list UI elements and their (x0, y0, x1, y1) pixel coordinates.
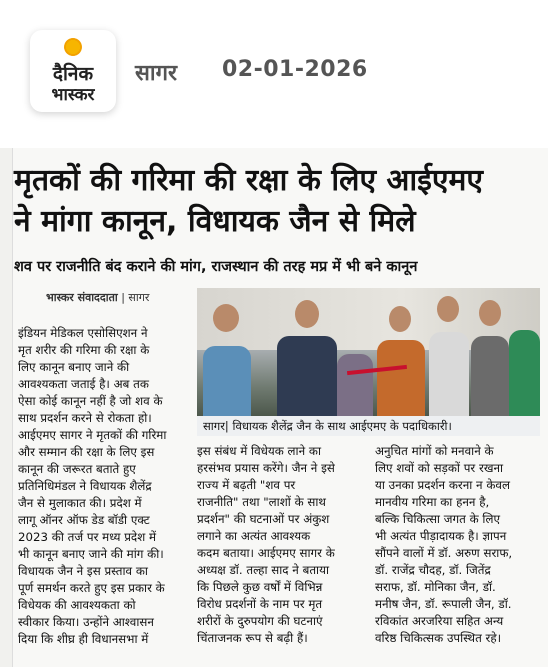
article-text-line: जैन से मुलाकात की। प्रदेश में (18, 496, 142, 510)
sun-icon (64, 38, 82, 56)
edition-date: 02-01-2026 (222, 57, 368, 82)
article-text-line: और सम्मान की रक्षा के लिए इस (18, 445, 155, 459)
article-text-line: प्रदर्शन" की घटनाओं पर अंकुश (197, 512, 330, 526)
article-column-2 (197, 443, 362, 647)
photo-person-head (437, 296, 459, 322)
article-text-line: स्वीकार किया। उन्होंने आश्वासन (18, 615, 154, 629)
photo-person-head (479, 300, 501, 326)
photo-person (377, 340, 425, 416)
article-text-line: इंडियन मेडिकल एसोसिएशन ने (18, 326, 148, 340)
article-text-line: पूर्ण समर्थन करते हुए इस प्रकार के (18, 581, 165, 595)
headline-line2: ने मांगा कानून, विधायक जैन से मिले (14, 204, 416, 239)
article-text-line: 2023 की तर्ज पर मध्य प्रदेश में (18, 530, 157, 544)
article-text-line: विरोध प्रदर्शनों के नाम पर मृत (197, 597, 323, 611)
article-text-line: सौंपने वालों में डॉ. अरुण सराफ, (375, 546, 513, 560)
article-text-line: कानून की जरूरत बताते हुए (18, 462, 136, 476)
article-text-line: कि पिछले कुछ वर्षों में विभिन्न (197, 580, 323, 594)
article-text-line: अनुचित मांगों को मनवाने के (375, 444, 494, 458)
adjacent-article-edge (0, 148, 13, 667)
article-text-line: विधायक जैन ने इस प्रस्ताव का (18, 564, 148, 578)
photo-caption: सागर| विधायक शैलेंद्र जैन के साथ आईएमए के पदाधिकारी। (197, 416, 540, 436)
article-text-line: भी अत्यंत पीड़ादायक है। ज्ञापन (375, 529, 507, 543)
edition-city: सागर (135, 61, 177, 86)
article-text-line: विधेयक की आवश्यकता को (18, 598, 136, 612)
article-column-3 (375, 443, 540, 647)
photo-person (277, 336, 337, 416)
article-text-line: डॉ. राजेंद्र चौदह, डॉ. जितेंद्र (375, 563, 491, 577)
article-text-line: अध्यक्ष डॉ. तल्हा साद ने बताया (197, 563, 329, 577)
article-text-line: दिया कि शीघ्र ही विधानसभा में (18, 632, 149, 646)
subheadline: शव पर राजनीति बंद कराने की मांग, राजस्थान की तरह मप्र में भी बने कानून (14, 259, 418, 275)
byline: भास्कर संवाददाता | सागर (46, 291, 150, 304)
article-text-line: मानवीय गरिमा का हनन है, (375, 495, 490, 509)
article-text-line: ऐसा कोई कानून नहीं है जो शव के (18, 394, 163, 408)
photo-person (337, 354, 373, 416)
photo-person-head (213, 304, 239, 332)
photo-person-head (389, 306, 411, 332)
article-text-line: लगाने का अत्यंत आवश्यक (197, 529, 311, 543)
article-text-line: आईएमए सागर ने मृतकों की गरिमा (18, 428, 167, 442)
article-text-line: आवश्यकता जताई है। अब तक (18, 377, 149, 391)
article-text-line: या उनका प्रदर्शन करना न केवल (375, 478, 510, 492)
article-text-line: हरसंभव प्रयास करेंगे। जैन ने इसे (197, 461, 335, 475)
dainik-bhaskar-logo (30, 30, 116, 112)
article-text-line: कदम बताया। आईएमए सागर के (197, 546, 335, 560)
article-text-line: मृत शरीर की गरिमा की रक्षा के (18, 343, 150, 357)
photo-person (203, 346, 251, 416)
news-clipping (0, 148, 548, 667)
photo-person (509, 330, 540, 416)
byline-city: सागर (128, 291, 150, 304)
article-text-line: राजनीति" तथा "लाशों के साथ (197, 495, 326, 509)
photo-person-head (295, 300, 319, 328)
byline-source: भास्कर संवाददाता (46, 291, 118, 304)
article-text-line: मनीष जैन, डॉ. रूपाली जैन, डॉ. (375, 597, 512, 611)
article-column-1 (18, 325, 186, 648)
article-text-line: इस संबंध में विधेयक लाने का (197, 444, 322, 458)
article-text-line: प्रतिनिधिमंडल ने विधायक शैलेंद्र (18, 479, 152, 493)
article-text-line: शरीरों के दुरुपयोग की घटनाएं (197, 614, 323, 628)
article-text-line: बल्कि चिकित्सा जगत के लिए (375, 512, 500, 526)
logo-line2: भास्कर (51, 85, 95, 105)
article-text-line: लागू ऑनर ऑफ डेड बॉडी एक्ट (18, 513, 150, 527)
headline-line1: मृतकों की गरिमा की रक्षा के लिए आईएमए (14, 163, 484, 198)
article-text-line: लिए कानून बनाए जाने की (18, 360, 130, 374)
photo-person (429, 332, 469, 416)
article-text-line: सराफ, डॉ. मोनिका जैन, डॉ. (375, 580, 496, 594)
article-text-line: वरिष्ठ चिकित्सक उपस्थित रहे। (375, 631, 502, 645)
photo-person (471, 336, 509, 416)
article-text-line: रविकांत अरजरिया सहित अन्य (375, 614, 504, 628)
news-photo (197, 288, 540, 416)
article-text-line: चिंताजनक रूप से बढ़ी हैं। (197, 631, 308, 645)
article-text-line: साथ प्रदर्शन करने से रोकता हो। (18, 411, 152, 425)
article-text-line: राज्य में बढ़ती "शव पर (197, 478, 296, 492)
headline (14, 160, 544, 242)
page-header (0, 0, 548, 140)
logo-line1: दैनिक (52, 63, 94, 85)
article-text-line: भी कानून बनाए जाने की मांग की। (18, 547, 164, 561)
article-text-line: लिए शवों को सड़कों पर रखना (375, 461, 504, 475)
